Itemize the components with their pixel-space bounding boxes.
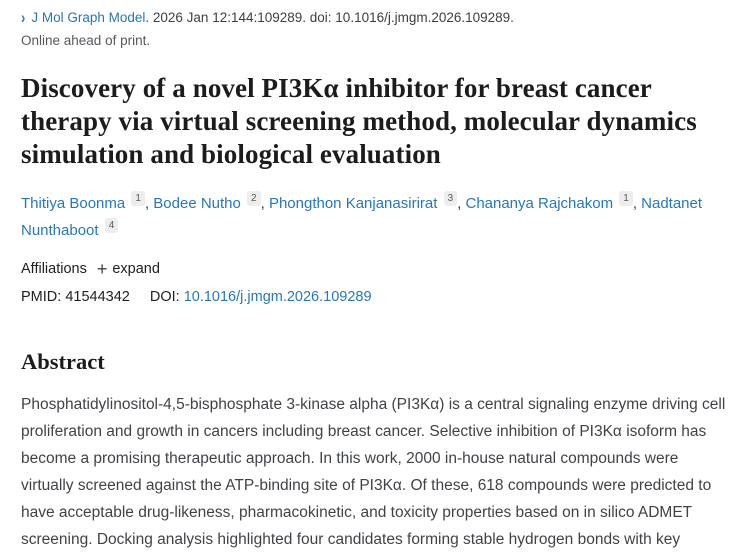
doi-label: DOI: <box>149 289 180 306</box>
author-affiliation-number[interactable]: 2 <box>247 191 261 206</box>
abstract-heading: Abstract <box>21 349 105 375</box>
expand-label: expand <box>112 261 160 278</box>
online-ahead-of-print-note: Online ahead of print. <box>21 32 151 48</box>
pmid-value: 41544342 <box>65 289 130 306</box>
author-list <box>21 190 721 246</box>
author-affiliation-number[interactable]: 1 <box>131 191 145 206</box>
doi-link[interactable]: 10.1016/j.jmgm.2026.109289 <box>183 289 372 306</box>
expand-affiliations-button[interactable] <box>97 260 160 278</box>
citation-line <box>21 8 728 28</box>
author-separator: , <box>632 194 642 212</box>
author-separator: , <box>260 194 269 212</box>
affiliations-label: Affiliations <box>21 261 87 278</box>
author-link[interactable]: Chananya Rajchakom <box>465 194 614 212</box>
affiliations-row <box>21 260 728 278</box>
chevron-right-icon: › <box>21 7 26 27</box>
identifiers-row <box>21 289 728 305</box>
author-link[interactable]: Nadtanet Nunthaboot <box>21 194 703 240</box>
author-affiliation-number[interactable]: 1 <box>619 191 633 206</box>
author-affiliation-number[interactable]: 3 <box>444 191 458 206</box>
pmid-label: PMID: <box>21 289 62 306</box>
author-link[interactable]: Bodee Nutho <box>153 194 241 212</box>
citation-text: . 2026 Jan 12:144:109289. doi: 10.1016/j.jmgm.2026.109289. <box>145 10 514 25</box>
article-title: Discovery of a novel PI3Kα inhibitor for breast cancer therapy via virtual screening method, molecular dynamics simulation and biological evaluation <box>21 72 697 169</box>
abstract-text: Phosphatidylinositol-4,5-bisphosphate 3-kinase alpha (PI3Kα) is a central signaling enzyme driving cell proliferation and growth in cancers including breast cancer. Selective inhibition of PI3Kα isoform has become a promising therapeutic approach. In this work, 2000 in-house natural compounds were virtually screened against the ATP-binding site of PI3Kα. Of these, 618 compounds were predicted to have acceptable drug-likeness, pharmacokinetic, and toxicity properties based on in silico ADMET screening. Docking analysis highlighted four candidates forming stable hydrogen bonds with key <box>21 396 726 548</box>
author-separator: , <box>144 194 154 212</box>
author-link[interactable]: Thitiya Boonma <box>21 194 126 212</box>
author-link[interactable]: Phongthon Kanjanasirirat <box>268 194 438 212</box>
plus-icon: + <box>96 259 108 280</box>
author-separator: , <box>457 194 466 212</box>
author-affiliation-number[interactable]: 4 <box>105 218 119 233</box>
journal-link[interactable]: J Mol Graph Model <box>31 10 146 25</box>
